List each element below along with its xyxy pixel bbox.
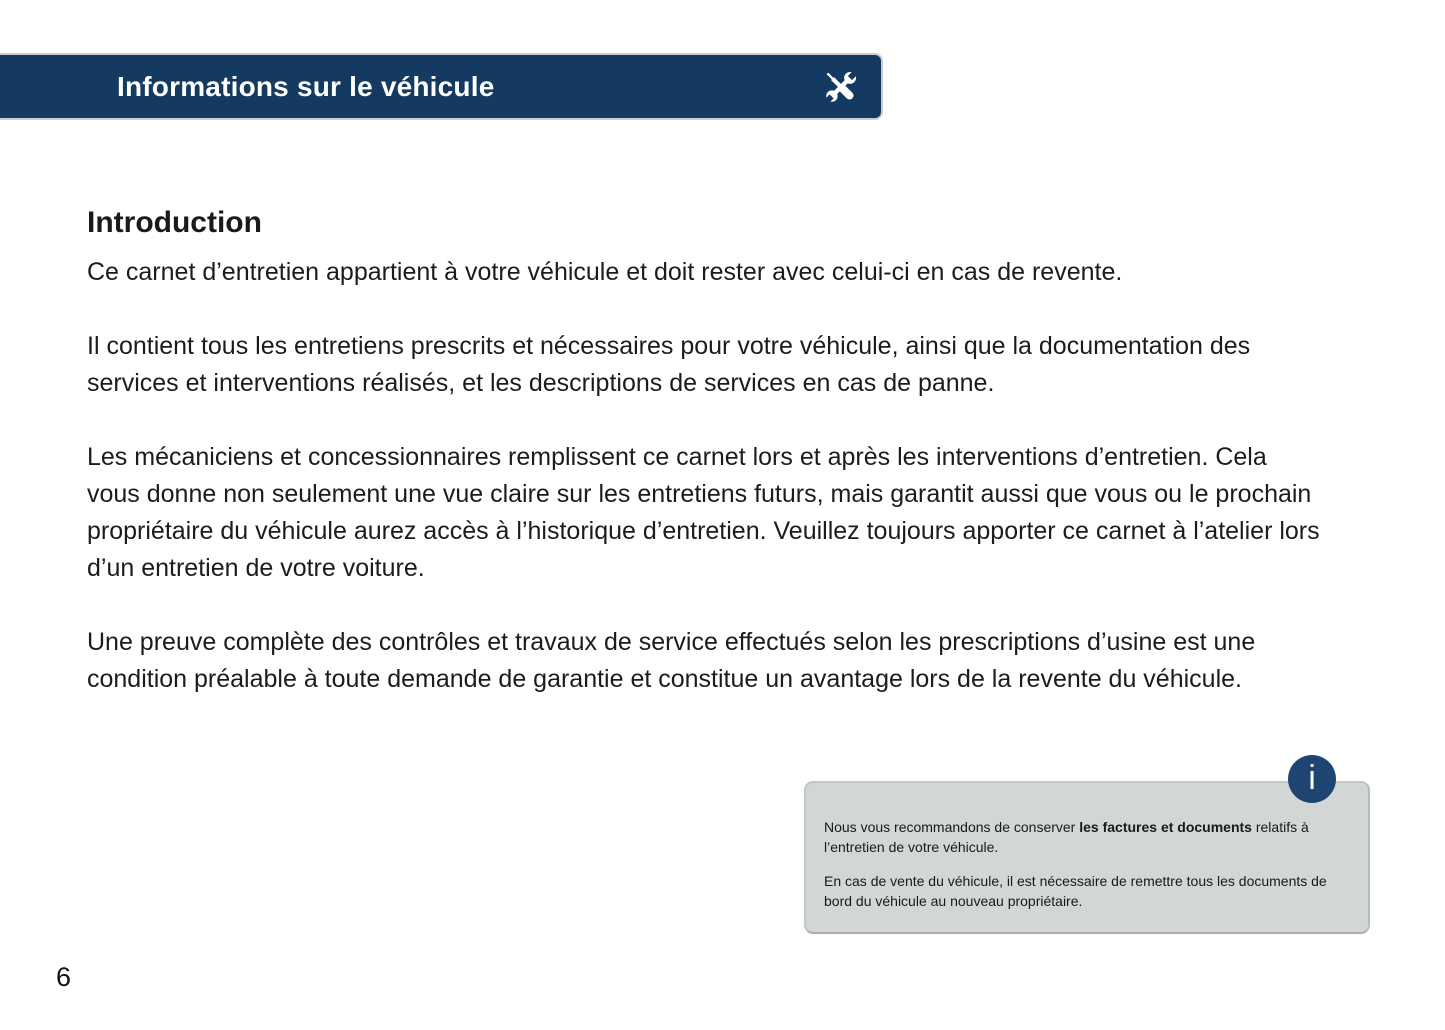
info-icon-letter: i (1308, 759, 1316, 797)
info-box (804, 781, 1370, 934)
info-icon (1288, 755, 1336, 803)
page-number: 6 (56, 962, 72, 992)
paragraph-3: Les mécaniciens et concessionnaires remplissent ce carnet lors et après les interventions d’entretien. Cela vous donne non seulement une vue claire sur les entretiens futurs, mais garantit aussi que vous ou le prochain propriétaire du véhicule aurez accès à l’historique d’entretien. Veuillez toujours apporter ce carnet à l’atelier lors d’un entretien de votre voiture. (87, 443, 1320, 582)
section-header-title: Informations sur le véhicule (117, 70, 495, 102)
info-box-paragraph-1 (824, 817, 1328, 857)
tools-icon (819, 65, 863, 109)
info-text-bold: les factures et documents (1079, 819, 1252, 835)
paragraph-1: Ce carnet d’entretien appartient à votre véhicule et doit rester avec celui-ci en cas de revente. (87, 258, 1123, 286)
main-content (87, 206, 1325, 735)
introduction-heading: Introduction (87, 206, 262, 239)
info-text-prefix: Nous vous recommandons de conserver (824, 819, 1080, 835)
paragraph-4: Une preuve complète des contrôles et travaux de service effectués selon les prescriptions d’usine est une condition préalable à toute demande de garantie et constitue un avantage lors de la revente du véhicule. (87, 628, 1256, 693)
paragraph-2: Il contient tous les entretiens prescrits et nécessaires pour votre véhicule, ainsi que la documentation des services et interventions réalisés, et les descriptions de services en cas de panne. (87, 332, 1251, 397)
info-box-paragraph-2: En cas de vente du véhicule, il est nécessaire de remettre tous les documents de bord du véhicule au nouveau propriétaire. (824, 873, 1327, 909)
info-text-suffix: relatifs à l’entretien de votre véhicule. (824, 819, 1309, 855)
section-header-bar (0, 53, 883, 120)
